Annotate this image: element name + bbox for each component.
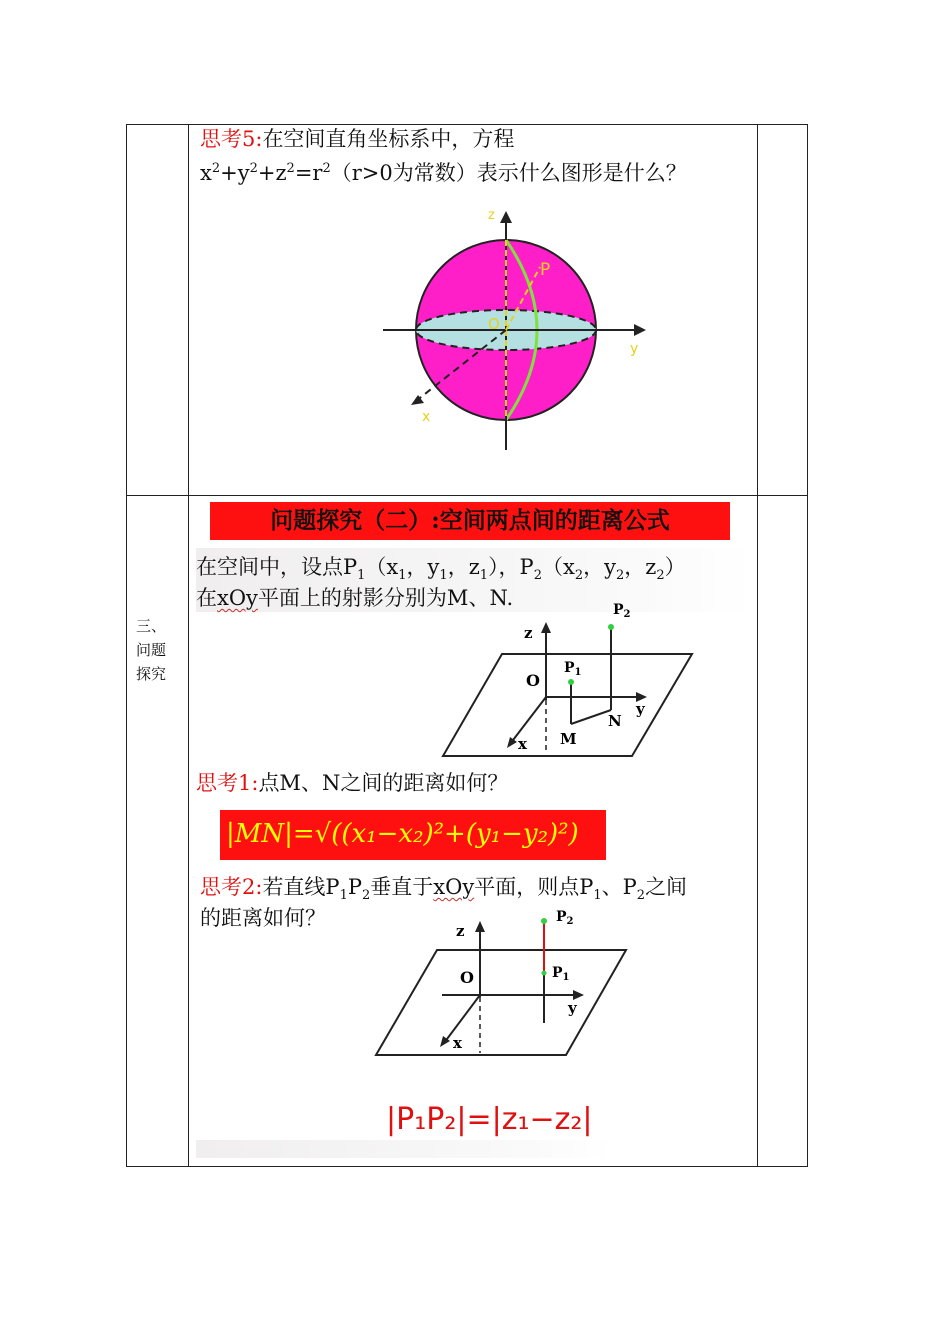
section-banner: 问题探究（二）:空间两点间的距离公式 [210, 502, 730, 540]
fig2-point-p1 [542, 971, 547, 976]
section-label-1: 三、 [136, 617, 167, 635]
row-divider [127, 495, 807, 496]
think2-line-1: 思考2:若直线$P_1P_2$垂直于xOy平面，则点$P_1$、$P_2$之间 [200, 875, 688, 904]
think1-line [196, 768, 508, 798]
formula-fade [196, 1140, 612, 1158]
point-p1 [568, 679, 574, 685]
equation-question: （r>0为常数）表示什么图形是什么？ [330, 161, 687, 185]
point-p2 [608, 624, 614, 630]
fig2-label-o: O [460, 968, 474, 987]
fig1-label-z: z [524, 624, 533, 642]
fig1-x-axis [510, 697, 546, 744]
fig1-x-arrow [507, 737, 517, 748]
fig1-label-o: O [526, 671, 540, 690]
think1-text: 点M、N之间的距离如何？ [258, 771, 509, 795]
sphere-figure [378, 205, 658, 455]
fig1-label-m: M [560, 730, 577, 748]
intro-line-1: 在空间中，设点$P_1(x_1$，$y_1$，$z_1$），$P_2(x_2$，$y_2$，$z_2$） [196, 555, 686, 584]
think2-line-2: 的距离如何？ [200, 906, 326, 930]
equation-lhs: $x^2+y^2+z^2=r^2$ [200, 161, 331, 185]
fig2-z-arrow [475, 921, 485, 932]
intro-line-2: 在xOy平面上的射影分别为M、N. [196, 586, 514, 610]
fig1-label-y: y [636, 700, 645, 718]
fig2-label-z: z [456, 922, 465, 940]
segment-mn [571, 710, 611, 724]
label-z: z [488, 208, 495, 223]
y-axis-arrow [634, 324, 646, 336]
label-x: x [422, 409, 431, 425]
fig2-plane [376, 950, 626, 1055]
column-divider-1 [188, 125, 189, 1166]
fig1-label-x: x [518, 735, 527, 753]
fig1-label-p2: $P_2$ [613, 602, 631, 620]
label-o: O [488, 315, 500, 333]
fig2-label-p1: $P_1$ [552, 965, 570, 983]
section-label-3: 探究 [136, 665, 167, 683]
projection-figure [440, 600, 696, 760]
formula-mn: |MN|=√((x₁−x₂)²+(y₁−y₂)²) [220, 810, 606, 860]
label-y: y [630, 341, 639, 357]
formula-p1p2: |P₁P₂|=|z₁−z₂| [386, 1102, 593, 1137]
think5-line [200, 124, 514, 154]
perpendicular-figure [372, 905, 632, 1060]
think5-text: 在空间直角坐标系中，方程 [262, 127, 515, 151]
x-axis-arrow [411, 395, 424, 405]
fig1-label-n: N [608, 712, 622, 730]
z-axis-arrow [500, 211, 512, 223]
fig2-label-p2: $P_2$ [556, 909, 574, 927]
fig1-label-p1: $P_1$ [564, 660, 582, 678]
fig2-point-p2 [541, 918, 547, 924]
fig2-label-x: x [453, 1034, 462, 1052]
fig1-z-arrow [541, 622, 551, 633]
fig2-x-axis [444, 995, 480, 1043]
section-label-2: 问题 [136, 641, 167, 659]
label-p: P [540, 260, 551, 280]
sphere-equation [200, 154, 687, 188]
fig2-label-y: y [568, 999, 577, 1017]
think5-prefix: 思考5: [200, 127, 263, 151]
column-divider-2 [757, 125, 758, 1166]
think1-prefix: 思考1: [196, 771, 259, 795]
